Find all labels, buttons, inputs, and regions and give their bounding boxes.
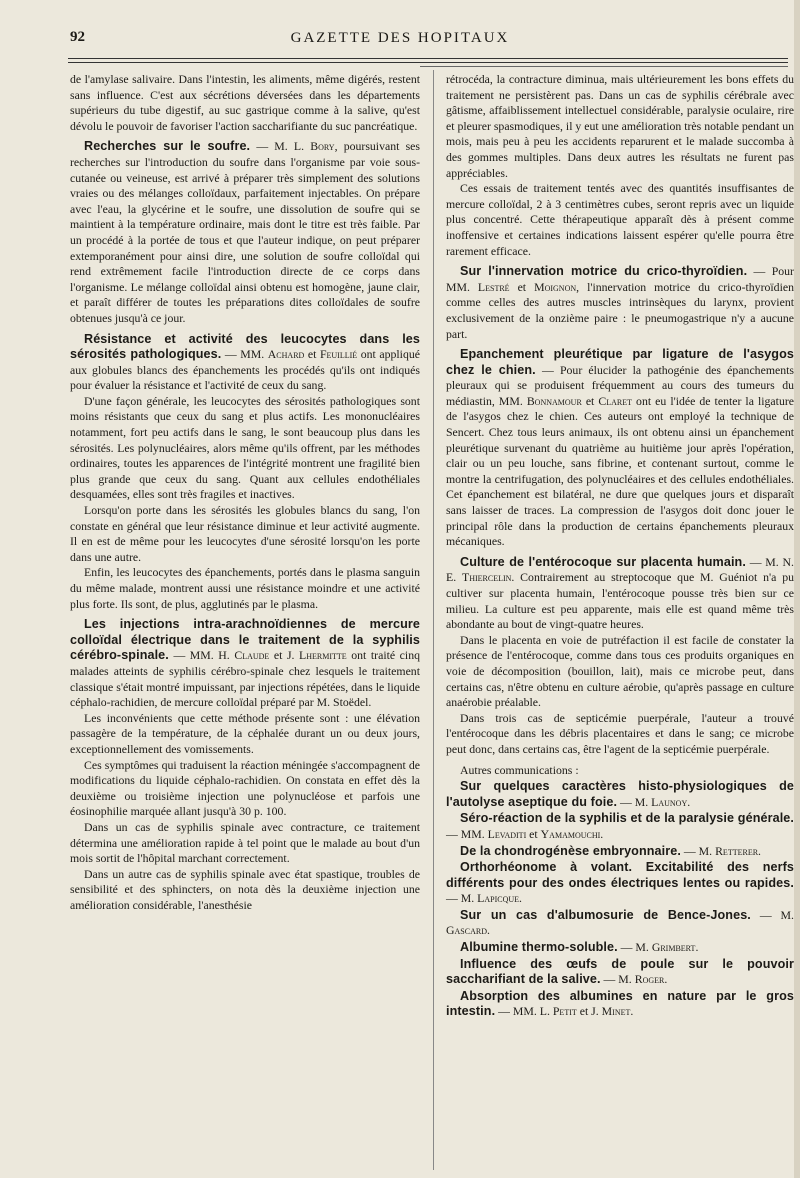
author-name: Minet: [601, 1004, 631, 1019]
paragraph: ont traité cinq malades atteints de syphilis cérébro-spinale chez lesquels le traitement classique s'était montré impuissant, par injections répétées, dans le liquide céphalo-rachidien, de mercure colloïdal préparé par M. Stoëdel.: [70, 648, 420, 710]
right-column: [446, 72, 794, 1020]
author-name: Roger: [634, 972, 665, 987]
list-item: Sur un cas d'albumosurie de Bence-Jones. — M. Gascard.: [446, 907, 794, 938]
article-recherches-soufre: Recherches sur le soufre. — M. L. Bory, poursuivant ses recherches sur l'introduction du soufre dans l'organisme par voie sous-cutanée ou veineuse, est arrivé à préparer très simplement des solutions vraies ou des mélanges colloïdaux, parfaitement injectables. On prépare avec l'eau, la glycérine et le soufre, une dissolution de soufre qui se maintient à la température ordinaire, mais dont le titre est très faible. Par un procédé à la portée de tous et que l'auteur indique, on peut préparer extemporanément pour ainsi dire, une solution de soufre colloïdal qui rend extrêmement facile l'introduction directe de ce corps dans l'organisme. Le mélange colloïdal ainsi obtenu est homogène, jaune clair, et paraît différer de toutes les préparations dites colloïdales de soufre obtenues jusqu'à ce jour.: [70, 139, 420, 325]
list-item: Influence des œufs de poule sur le pouvoir saccharifiant de la salive. — M. Roger.: [446, 956, 794, 987]
article-heading: Culture de l'entérocoque sur placenta humain.: [460, 554, 746, 569]
paragraph: Dans un autre cas de syphilis spinale avec état spastique, troubles de sensibilité et des sphincters, on nota dès la deuxième injection une amélioration considérable, l'anesthésie: [70, 866, 420, 912]
paragraph: , poursuivant ses recherches sur l'introduction du soufre dans l'organisme par voie sous-cutanée ou veineuse, est arrivé à préparer très simplement des solutions vraies ou des mélanges colloïdaux, parfaitement injectables. On prépare avec l'eau, la glycérine et le soufre, une dissolution de soufre qui se maintient à la température ordinaire, mais dont le titre est très faible. Par un procédé à la portée de tous et que l'auteur indique, on peut préparer extemporanément pour ainsi dire, une solution de soufre colloïdal qui rend extrêmement facile l'introduction directe de ce corps dans l'organisme. Le mélange colloïdal ainsi obtenu est homogène, jaune clair, et paraît différer de toutes les préparations dites colloïdales de soufre obtenues jusqu'à ce jour.: [70, 139, 420, 325]
page-header: [0, 0, 800, 60]
author-name: Bory: [310, 139, 335, 154]
author-name: Grimbert: [651, 940, 696, 955]
paragraph: , l'innervation motrice du crico-thyroïdien comme celles des autres muscles intrinsèques du larynx, provient exclusivement de la onzième paire : le pneumogastrique n'y a aucune part.: [446, 279, 794, 341]
header-rule: [68, 62, 788, 63]
author-name: Launoy: [651, 794, 688, 809]
list-item: Séro-réaction de la syphilis et de la paralysie générale. — MM. Levaditi et Yamamouchi.: [446, 811, 794, 841]
paragraph: . Contrairement au streptocoque que M. Guéniot n'a pu cultiver sur placenta humain, l'entérocoque pousse très bien sur ce milieu. La culture est peu apparente, mais elle est quand même très abondante au bout de vingt-quatre heures.: [446, 570, 795, 632]
author-name: Bonnamour: [526, 393, 582, 408]
paragraph: Les inconvénients que cette méthode présente sont : une élévation passagère de la température, de la céphalée durant un ou deux jours, exceptionnellement des vomissements.: [70, 710, 420, 756]
running-title: GAZETTE DES HOPITAUX: [290, 30, 510, 46]
article-heading: Sur l'innervation motrice du crico-thyroïdien.: [460, 264, 748, 279]
article-heading: Résistance et activité des leucocytes dans les sérosités pathologiques.: [70, 331, 420, 362]
author-name: Yamamouchi: [540, 826, 601, 841]
author-name: Thiercelin: [461, 570, 512, 585]
author-name: Feuillié: [319, 347, 358, 362]
author-name: Lhermitte: [299, 648, 347, 663]
paragraph: ont eu l'idée de tenter la ligature de l'asygos chez le chien. Ces auteurs ont employé la technique de Sencert. Chez tous leurs animaux, ils ont obtenu ainsi un épanchement pleurétique survenant du quatrième au huitième jour après l'opération, clair ou un peu louche, sans fibrine, et contenant surtout, comme le montre la centrifugation, des polynucléaires et des cellules endothéliales. Cet épanchement est bilatéral, ne dure que quelques jours et disparaît sans laisser de traces. La compression de l'asygos doit donc jouer le principal rôle dans la production de certains épanchements pleuraux mécaniques.: [446, 393, 795, 549]
left-column: [70, 72, 420, 913]
author-name: Levaditi: [487, 826, 527, 841]
paragraph: ont appliqué aux globules blancs des épanchements les procédés qu'ils ont indiqués pour évaluer la résistance et l'activité de ceux du sang.: [70, 347, 420, 393]
list-item: Absorption des albumines en nature par le gros intestin. — MM. L. Petit et J. Minet.: [446, 988, 794, 1019]
article-injections-mercure: Les injections intra-arachnoïdiennes de mercure colloïdal électrique dans le traitement de la syphilis cérébro-spinale. — MM. H. Claude et J. Lhermitte ont traité cinq malades atteints de syphilis cérébro-spinale chez lesquels le traitement classique s'était montré impuissant, par injections répétées, dans le liquide céphalo-rachidien, de mercure colloïdal préparé par M. Stoëdel.: [70, 617, 420, 710]
paragraph: Ces symptômes qui traduisent la réaction méningée s'accompagnent de modifications du liquide céphalo-rachidien. On constata en effet dès la deuxième ou troisième injection une polynucléose et parfois une éosinophilie marquée allant jusqu'à 30 p. 100.: [70, 757, 420, 819]
paragraph: Ces essais de traitement tentés avec des quantités insuffisantes de mercure colloïdal, 2 à 3 centimètres cubes, seront repris avec un liquide plus concentré. Cette thérapeutique apparaît dès à présent comme inoffensive et certaines indications laissent espérer qu'elle pourra être rarement efficace.: [446, 181, 794, 258]
paragraph: Dans trois cas de septicémie puerpérale, l'auteur a trouvé l'entérocoque dans les débris placentaires et dans le sang; ce microbe peut donc, dans certains cas, être l'agent de la septicémie puerpérale.: [446, 710, 794, 756]
list-item: Sur quelques caractères histo-physiologiques de l'autolyse aseptique du foie. — M. Launoy.: [446, 779, 794, 809]
list-item: Orthorhéonome à volant. Excitabilité des nerfs différents pour des ondes électriques lentes ou rapides. — M. Lapicque.: [446, 860, 794, 906]
paragraph: D'une façon générale, les leucocytes des sérosités pathologiques sont moins résistants que ceux du sang et plus actifs. Les mononucléaires notamment, fort peu actifs dans le sang, le sont beaucoup plus dans les sérosités. Les polynucléaires, alors même qu'ils offrent, par les méthodes ordinaires, toutes les apparences de l'intégrité montrent une fragilité bien plus grande que ceux du sang. Quant aux cellules endothéliales desquamées, elles sont très fragiles et inactives.: [70, 393, 420, 502]
author-name: Petit: [552, 1004, 577, 1019]
list-item: De la chondrogénèse embryonnaire. — M. Retterer.: [460, 843, 761, 858]
article-leucocytes: Résistance et activité des leucocytes dans les sérosités pathologiques. — MM. Achard et Feuillié ont appliqué aux globules blancs des épanchements les procédés qu'ils ont indiqués pour évaluer la résistance et l'activité de ceux du sang.: [70, 331, 420, 393]
author-name: Moignon: [534, 279, 577, 294]
paragraph: Lorsqu'on porte dans les sérosités les globules blancs du sang, l'on constate en général que leur résistance diminue et leur activité augmente. Il en est de même pour les leucocytes d'une sérosité lorsqu'on les porte dans une autre.: [70, 503, 420, 564]
paragraph: Enfin, les leucocytes des épanchements, portés dans le plasma sanguin du même malade, montrent aussi une résistance moindre et une activité plus forte. Ils sont, de plus, agglutinés par le plasma.: [70, 565, 420, 611]
article-heading: Epanchement pleurétique par ligature de l'asygos chez le chien.: [446, 347, 794, 377]
article-enterocoque: Culture de l'entérocoque sur placenta humain. — M. N. E. Thiercelin. Contrairement au streptocoque que M. Guéniot n'a pu cultiver sur placenta humain, l'entérocoque pousse très bien sur ce milieu. La culture est peu apparente, mais elle est quand même très abondante au bout de vingt-quatre heures.: [446, 554, 795, 632]
author-name: Claude: [234, 648, 270, 663]
article-epanchement-pleuretique: Epanchement pleurétique par ligature de l'asygos chez le chien. — Pour élucider la pathogénie des épanchements pleuraux qui se produisent fréquemment au cours des tumeurs du médiastin, MM. Bonnamour et Claret ont eu l'idée de tenter la ligature de l'asygos chez le chien. Ces auteurs ont employé la technique de Sencert. Chez tous leurs animaux, ils ont obtenu ainsi un épanchement pleurétique survenant du quatrième au huitième jour après l'opération, clair ou un peu louche, sans fibrine, et contenant surtout, comme le montre la centrifugation, des polynucléaires et des cellules endothéliales. Cet épanchement est bilatéral, ne dure que quelques jours et disparaît sans laisser de traces. La compression de l'asygos doit donc jouer le principal rôle dans la production de certains épanchements pleuraux mécaniques.: [446, 347, 795, 549]
other-communications: [446, 763, 794, 1021]
header-rule: [68, 58, 788, 59]
column-divider: [433, 70, 434, 1170]
page-number: 92: [70, 29, 85, 45]
paragraph: de l'amylase salivaire. Dans l'intestin, les aliments, même digérés, restent sans influence. C'est aux sécrétions déversées dans les départements supérieurs du tube digestif, au suc gastrique comme à la salive, qu'est dévolu le pouvoir de favoriser l'action saccharifiante du suc pancréatique.: [70, 72, 420, 133]
article-heading: Les injections intra-arachnoïdiennes de mercure colloïdal électrique dans le traitement de la syphilis cérébro-spinale.: [70, 617, 420, 663]
list-item: Albumine thermo-soluble. — M. Grimbert.: [460, 940, 699, 955]
author-name: Gascard: [446, 923, 487, 938]
article-heading: Recherches sur le soufre.: [84, 139, 251, 154]
article-crico-thyroidien: Sur l'innervation motrice du crico-thyroïdien. — Pour MM. Lestré et Moignon, l'innervation motrice du crico-thyroïdien comme celles des autres muscles intrinsèques du larynx, provient exclusivement de la onzième paire : le pneumogastrique n'y a aucune part.: [446, 264, 794, 341]
author-name: Lapicque: [477, 891, 520, 906]
paragraph: Dans un cas de syphilis spinale avec contracture, ce traitement détermina une amélioration rapide à tel point que le malade au bout d'un mois sortit de l'hôpital marchant correctement.: [70, 819, 420, 866]
author-name: Achard: [267, 347, 305, 362]
paragraph: rétrocéda, la contracture diminua, mais ultérieurement les bons effets du traitement ne persistèrent pas. Dans un cas de syphilis cérébrale avec gâtisme, affaiblissement intellectuel considérable, paralysie oculaire, rire et pleurer spasmodiques, il y eut une amélioration très notable pendant un mois, mais peu à peu les accidents reparurent et le malade succomba à des gommes multiples. Dans deux autres les résultats ne furent pas appréciables.: [446, 72, 794, 180]
author-name: Retterer: [715, 843, 759, 858]
header-rule: [420, 66, 788, 67]
section-title: Autres communications :: [460, 762, 579, 777]
page-edge: [794, 0, 800, 1178]
paragraph: Dans le placenta en voie de putréfaction il est facile de constater la présence de l'entérocoque, comme dans tous ces produits organiques en voie de décomposition (bouillon, lait), mais ce microbe peut, dans certains cas, n'être obtenu en culture aérobie, qu'après passage en culture anaérobie préalable.: [446, 632, 794, 710]
author-name: Claret: [598, 393, 633, 408]
author-name: Lestré: [477, 279, 510, 294]
